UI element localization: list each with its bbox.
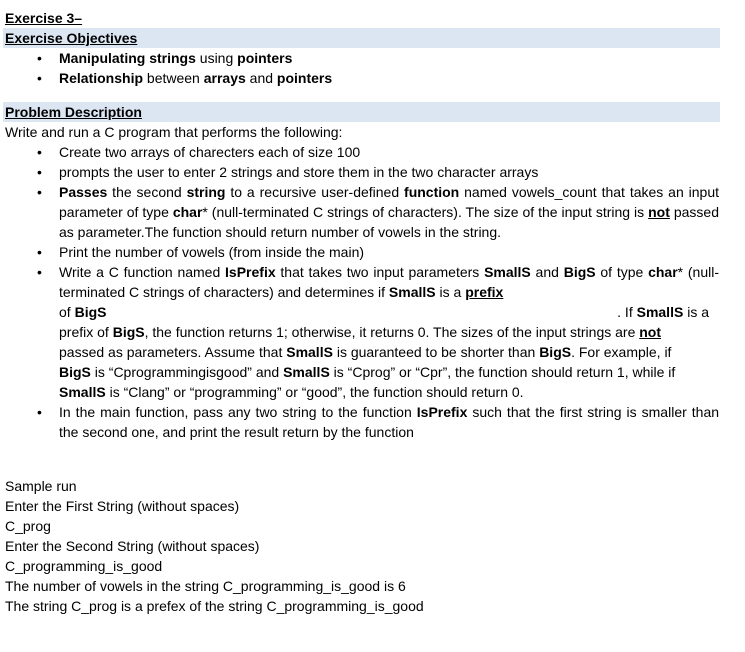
sample-line: Enter the First String (without spaces) [5, 498, 240, 514]
text-run: SmallS [286, 344, 333, 360]
sample-line: The number of vowels in the string C_programming_is_good is 6 [5, 578, 406, 594]
text-run: passed as parameter.The function should return number of vowels in the string. [59, 204, 719, 240]
intro-text: Write and run a C program that performs the following: [5, 124, 343, 140]
requirement-item [59, 242, 719, 262]
text-run: * (null-terminated C strings of characters) and determines if [59, 264, 719, 300]
text-run: function [404, 184, 460, 200]
text-run: is “Clang” or “programming” or “good”, the function should return 0. [105, 384, 524, 400]
requirement-item [59, 142, 719, 162]
text-run: is a [435, 284, 466, 300]
text-run: Write a C function named [59, 264, 226, 280]
text-run: BigS [112, 324, 145, 340]
text-run: pointers [237, 50, 293, 66]
text-run: SmallS [636, 304, 684, 320]
text-run: char [172, 204, 203, 220]
text-run: . If [617, 304, 637, 320]
requirement-item [59, 182, 719, 242]
isprefix-line2-left [59, 302, 106, 322]
text-run: to a recursive user-defined [225, 184, 405, 200]
text-run: passed as parameters. Assume that [59, 344, 287, 360]
sample-run [5, 476, 745, 616]
text-run: is guaranteed to be shorter than [332, 344, 540, 360]
isprefix-line1 [59, 262, 719, 302]
sample-line: Sample run [5, 478, 77, 494]
sample-line: The string C_prog is a prefex of the string C_programming_is_good [5, 598, 424, 614]
text-run: Print the number of vowels (from inside the main) [59, 244, 365, 260]
requirement-item-isprefix [59, 262, 719, 402]
text-run: such that the first string is smaller than the second one, and print the result return by the function [59, 404, 720, 440]
text-run: BigS [539, 344, 572, 360]
text-run: between [143, 70, 204, 86]
text-run: not [648, 204, 670, 220]
text-run: SmallS [388, 284, 436, 300]
objectives-heading-band [3, 28, 720, 48]
exercise-title: Exercise 3– [5, 10, 83, 26]
sample-line: Enter the Second String (without spaces) [5, 538, 260, 554]
text-run: and [530, 264, 564, 280]
text-run: In the main function, pass any two string to the function [59, 404, 417, 420]
text-run: is a [683, 304, 709, 320]
text-run: BigS [74, 304, 107, 320]
requirement-item [59, 402, 719, 442]
text-run: named vowels_count that takes an input parameter of type [59, 184, 719, 220]
text-run: is “Cprog” or “Cpr”, the function should return 1, while if [329, 364, 676, 380]
text-run: of [59, 304, 75, 320]
text-run: that takes two input parameters [275, 264, 485, 280]
text-run: prompts the user to enter 2 strings and store them in the two character arrays [59, 164, 539, 180]
text-run: IsPrefix [225, 264, 276, 280]
text-run: pointers [276, 70, 333, 86]
text-run: the second [107, 184, 187, 200]
isprefix-line2-right [617, 302, 709, 322]
text-run: prefix [465, 284, 504, 300]
text-run: Manipulating strings [59, 50, 196, 66]
text-run: SmallS [59, 384, 106, 400]
objective-item [59, 48, 719, 68]
text-run: SmallS [283, 364, 330, 380]
text-run: SmallS [484, 264, 531, 280]
text-run: * (null-terminated C strings of characters). The size of the input string is [202, 204, 649, 220]
text-run: using [195, 50, 238, 66]
problem-heading-band [3, 102, 720, 122]
requirement-item [59, 162, 719, 182]
text-run: IsPrefix [416, 404, 468, 420]
text-run: . For example, if [571, 344, 672, 360]
text-run: BigS [59, 364, 91, 380]
text-run: not [639, 324, 662, 340]
text-run: Passes [59, 184, 108, 200]
text-run: , the function returns 1; otherwise, it returns 0. The sizes of the input strings are [144, 324, 640, 340]
text-run: Relationship [59, 70, 144, 86]
text-run: is “Cprogrammingisgood” and [90, 364, 284, 380]
text-run: of type [595, 264, 649, 280]
isprefix-rest [59, 322, 679, 402]
objectives-list [5, 48, 745, 88]
problem-heading: Problem Description [5, 104, 142, 120]
objectives-heading: Exercise Objectives [5, 30, 138, 46]
text-run: char [648, 264, 678, 280]
sample-line: C_prog [5, 518, 51, 534]
requirements-list [5, 142, 745, 442]
text-run: and [245, 70, 277, 86]
text-run: string [186, 184, 226, 200]
text-run: Create two arrays of charecters each of size 100 [59, 144, 361, 160]
text-run: BigS [563, 264, 596, 280]
objective-item [59, 68, 719, 88]
sample-line: C_programming_is_good [5, 558, 163, 574]
text-run: arrays [203, 70, 246, 86]
text-run: prefix of [59, 324, 113, 340]
